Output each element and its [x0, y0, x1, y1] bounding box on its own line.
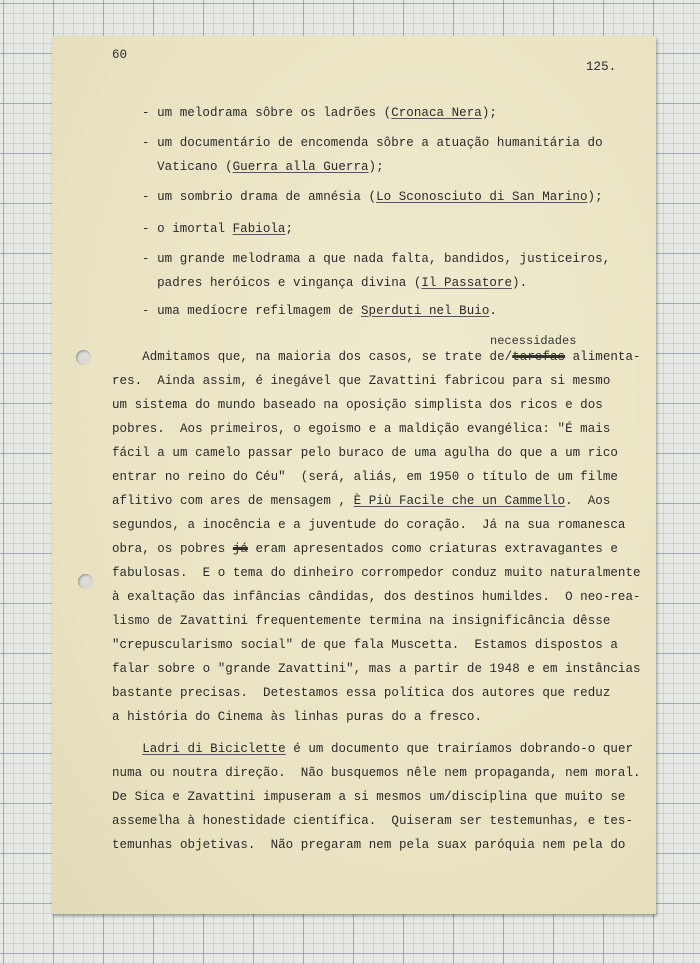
text-line: um sistema do mundo baseado na oposição simplista dos ricos e dos [112, 398, 603, 412]
typewritten-page [52, 36, 656, 914]
text-line: temunhas objetivas. Não pregaram nem pela suax paróquia nem pela do [112, 838, 626, 852]
text-line: assemelha à honestidade científica. Quiseram ser testemunhas, e tes- [112, 814, 634, 828]
list-item: - um melodrama sôbre os ladrões (Cronaca Nera); [142, 106, 497, 120]
page-number-left: 60 [112, 48, 128, 62]
list-item: padres heróicos e vingança divina (Il Passatore). [142, 276, 528, 290]
text-line: bastante precisas. Detestamos essa política dos autores que reduz [112, 686, 611, 700]
text-line: "crepuscularismo social" de que fala Muscetta. Estamos dispostos a [112, 638, 618, 652]
list-item: - o imortal Fabiola; [142, 222, 294, 236]
text-line: fabulosas. E o tema do dinheiro corrompedor conduz muito naturalmente [112, 566, 641, 580]
text-line: falar sobre o "grande Zavattini", mas a partir de 1948 e em instâncias [112, 662, 641, 676]
list-item: - um grande melodrama a que nada falta, bandidos, justiceiros, [142, 252, 611, 266]
text-line: Ladri di Biciclette é um documento que trairíamos dobrando-o quer [142, 742, 634, 756]
film-title: Ladri di Biciclette [142, 742, 286, 756]
film-title: Lo Sconosciuto di San Marino [376, 190, 588, 204]
text-line: pobres. Aos primeiros, o egoismo e a maldição evangélica: "É mais [112, 422, 611, 436]
text-line: entrar no reino do Céu" (será, aliás, em 1950 o título de um filme [112, 470, 618, 484]
text-line: fácil a um camelo passar pelo buraco de uma agulha do que a um rico [112, 446, 618, 460]
text-line: De Sica e Zavattini impuseram a si mesmos um/disciplina que muito se [112, 790, 626, 804]
film-title: Il Passatore [421, 276, 513, 290]
list-item: - uma medíocre refilmagem de Sperduti nel Buio. [142, 304, 497, 318]
page-number-right: 125. [586, 60, 617, 74]
text-line: aflitivo com ares de mensagem , È Più Facile che un Cammello. Aos [112, 494, 611, 508]
text-line: à exaltação das infâncias cândidas, dos destinos humildes. O neo-rea- [112, 590, 641, 604]
film-title: È Più Facile che un Cammello [353, 494, 566, 508]
text-line: res. Ainda assim, é inegável que Zavattini fabricou para si mesmo [112, 374, 611, 388]
struck-word: tarefas [512, 350, 566, 364]
film-title: Fabiola [232, 222, 286, 236]
film-title: Sperduti nel Buio [361, 304, 490, 318]
handwritten-correction: necessidades [490, 334, 577, 348]
text-line: lismo de Zavattini frequentemente termina na insignificância dêsse [112, 614, 611, 628]
text-line: obra, os pobres já eram apresentados como criaturas extravagantes e [112, 542, 618, 556]
text-line: Admitamos que, na maioria dos casos, se trate de/tarefas alimenta- [112, 350, 641, 364]
punch-hole-top [76, 350, 91, 365]
film-title: Cronaca Nera [391, 106, 482, 120]
struck-word: já [232, 542, 248, 556]
film-title: Guerra alla Guerra [232, 160, 369, 174]
text-line: numa ou noutra direção. Não busquemos nêle nem propaganda, nem moral. [112, 766, 641, 780]
text-line: a história do Cinema às linhas puras do a fresco. [112, 710, 483, 724]
text-line: segundos, a inocência e a juventude do coração. Já na sua romanesca [112, 518, 626, 532]
list-item: - um sombrio drama de amnésia (Lo Sconosciuto di San Marino); [142, 190, 603, 204]
list-item: Vaticano (Guerra alla Guerra); [142, 160, 384, 174]
list-item: - um documentário de encomenda sôbre a atuação humanitária do [142, 136, 603, 150]
punch-hole-bottom [78, 574, 93, 589]
